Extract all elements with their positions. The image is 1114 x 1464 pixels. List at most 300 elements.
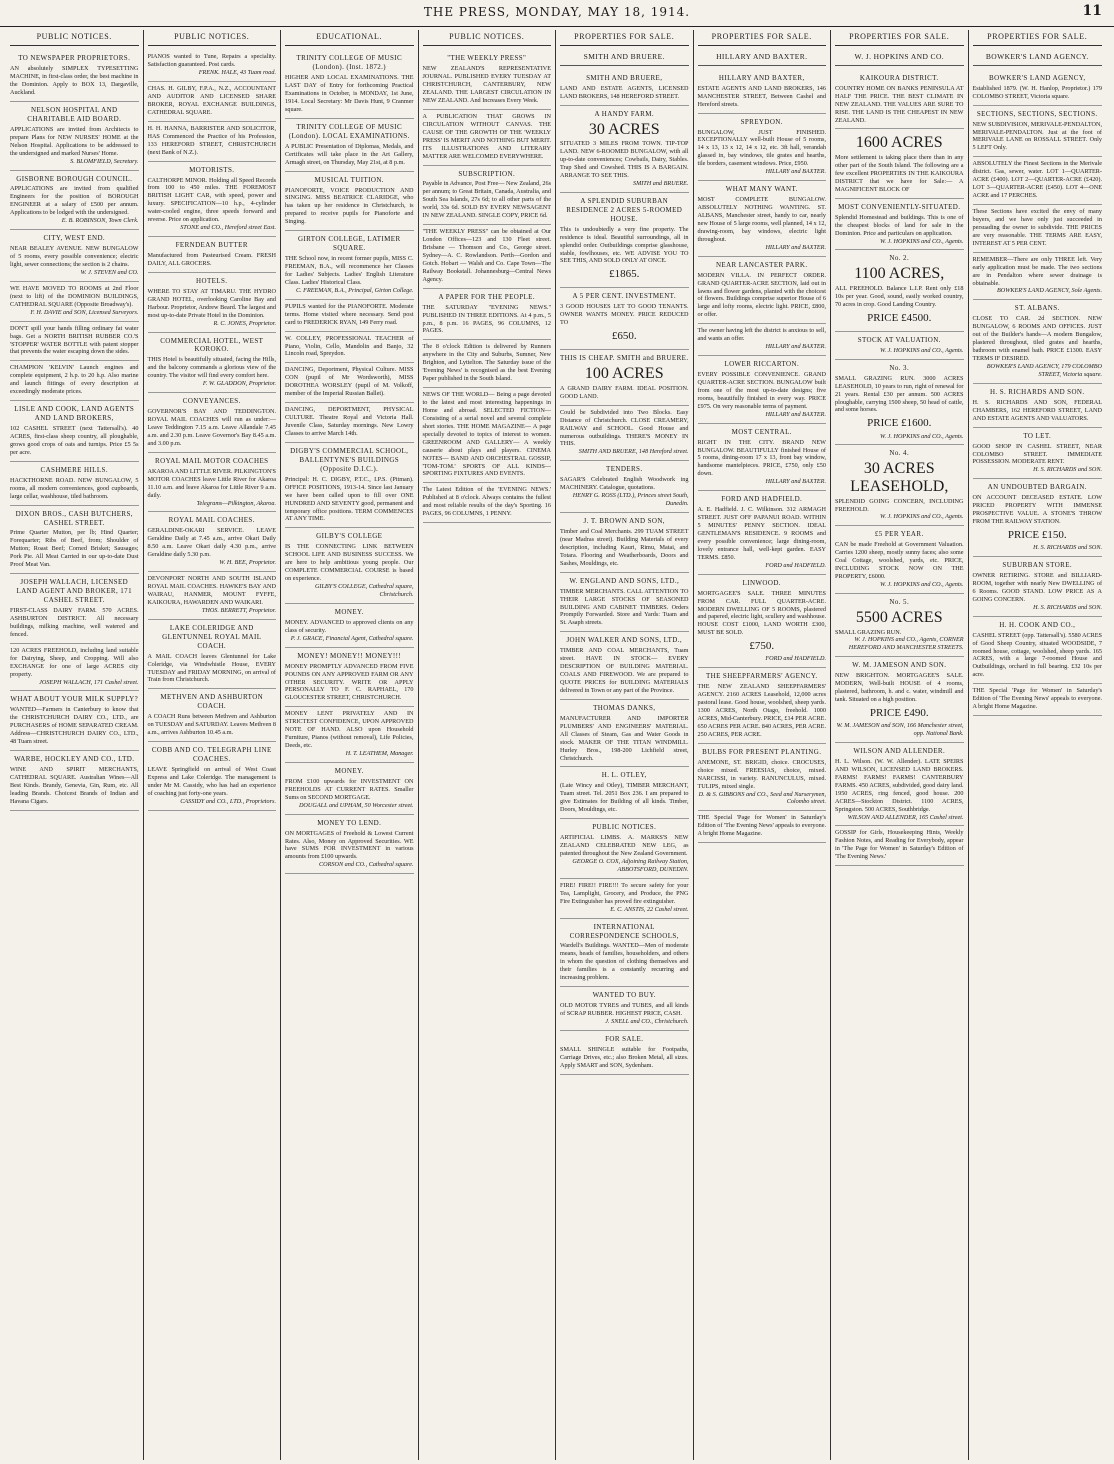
ad-heading: H. S. RICHARDS AND SON. [989,387,1085,396]
advertisement [835,129,964,198]
advertisement [698,491,827,574]
ad-signature: HILLARY and BAXTER. [765,243,826,251]
ad-body: MANUFACTURER AND IMPORTER PLUMBERS' AND ENGINEERS' MATERIAL. All Classes of Steam, Gas and Water Goods in stock. MAKER OF THE TITAN WINDMILL. Hurley Bros., 198-200 Lichfield street, Christchurch. [560,714,689,762]
advertisement [423,166,552,226]
ad-signature: HILLARY and BAXTER. [765,410,826,418]
ad-body: Prime Quarter Mutton, per lb; Hind Quarter; Forequarter; Ribs of Beef, from; Shoulder of Mutton; Roast Beef; Corned Brisket; Sausages; Pork Pie. All Meat Carried in our up-to-date Dust Proof Meat Van. [10,529,139,569]
ad-signature: SMITH AND BRUERE, 148 Hereford street. [578,448,689,456]
ad-signature: FORD and HADFIELD. [765,655,826,663]
advertisement [560,106,689,193]
ad-heading: No. 4. [889,449,910,458]
ad-signature: HENRY G. ROSS (LTD.), Princes street South, Dunedin. [572,492,689,508]
ad-heading: WHAT MANY WANT. [725,185,798,194]
ad-body: SPLENDID GOING CONCERN, INCLUDING FREEHOLD. [835,497,964,513]
advertisement [148,742,277,811]
ad-price: £650. [611,330,637,343]
ad-display-figure: 5500 ACRES [855,608,943,626]
advertisement [835,826,964,866]
ad-body: COUNTRY HOME ON BANKS PENINSULA AT HALF THE PRICE. THE BEST CLIMATE IN NEW ZEALAND. THE VALUES ARE SURE TO RISE. THE LAND IS THE CHEAPEST IN NEW ZEALAND. [835,84,964,124]
advertisement [698,324,827,356]
ad-body: NEAR BEALEY AVENUE. NEW BUNGALOW of 5 rooms, every possible convenience; electric light, sewer connections; the section is 2 chains. [10,245,139,268]
ad-signature: WILSON AND ALLENDER, 165 Cashel street. [847,813,964,821]
advertisement [560,461,689,513]
ad-heading: WANTED TO BUY. [592,991,656,1000]
agency-banner: HILLARY AND BAXTER. [698,50,827,66]
ad-body: HIGHER AND LOCAL EXAMINATIONS. THE LAST DAY of Entry for forthcoming Practical Examinations in October, is MONDAY, 1st June, 1914. Local Secretary: Mr Davis Hunt, 9 Cranmer square. [285,74,414,113]
ad-heading: MONEY TO LEND. [317,818,382,827]
column-heading: PUBLIC NOTICES. [10,30,139,46]
ad-heading: "THE WEEKLY PRESS" [447,54,527,63]
column-6 [694,30,832,1460]
ad-body: H. H. HANNA, BARRISTER AND SOLICITOR, HAS Commenced the Practice of his Profession, 133 HEREFORD STREET, CHRISTCHURCH (next Bank of N.Z.). [147,124,276,156]
advertisement [285,707,414,763]
advertisement [10,102,139,171]
ad-heading: No. 3. [889,363,910,372]
ad-body: A COACH Runs between Methven and Ashburton on TUESDAY and SATURDAY. Leaves Methven 8 a.m., arrives Ashburton 10.45 a.m. [147,713,276,737]
ad-body: THE NEW ZEALAND SHEEPFARMERS' AGENCY. 2160 ACRES Leasehold, 12,000 acres pastoral lease. Good house, woolshed, sheep yards. 1300 ACRES, North Otago, freehold. 1000 ACRES, Mid-Canterbury. PRICE, £14 PER ACRE. 650 ACRES PER ACRE. 840 ACRES, PER ACRE. 250 ACRES, PER ACRE. [697,683,826,738]
ad-price: PRICE £4500. [867,311,932,324]
ad-signature: SMITH and BRUERE. [632,179,689,187]
advertisement [10,574,139,644]
column-heading: PROPERTIES FOR SALE. [560,30,689,46]
column-heading: PROPERTIES FOR SALE. [698,30,827,46]
advertisement [10,171,139,231]
ad-display-figure: 1600 ACRES [855,134,943,152]
ad-body: DEVONPORT NORTH AND SOUTH ISLAND ROYAL MAIL COACHES. HAWKE'S BAY AND WAIRAU, HANMER, MOUNT FYFFE, KAIKOURA, HAWARDEN AND WAIKARI. [147,575,276,606]
advertisement [560,193,689,289]
ad-price: £750. [749,640,775,653]
ad-body: EVERY POSSIBLE CONVENIENCE. GRAND QUARTER-ACRE SECTION. BUNGALOW built from one of the most up-to-date designs; five rooms, beautifully finished in every way. PRICE £975. On very reasonable terms of payment. [697,371,826,410]
advertisement [698,257,827,325]
ad-body: WE HAVE MOVED TO ROOMS at 2nd Floor (next to lift) of the DOMINION BUILDINGS, CATHEDRAL SQUARE (Opposite Broadway's). [10,284,139,308]
ad-body: NEW SUBDIVISION, MERIVALE-PENDALTON, MERIVALE-PENDALTON. Just at the foot of MERIVALE LANE on ROSSALL STREET. Only 5 LEFT Only. [972,120,1102,152]
ad-heading: NEAR LANCASTER PARK. [715,260,808,269]
ad-heading: No. 2. [889,254,910,263]
ad-body: The Latest Edition of the 'EVENING NEWS.' Published at 8 o'clock. Always contains the fullest and most reliable results of the day's Sporting. 16 PAGES, 96 COLUMNS, 1 PENNY. [422,486,551,518]
column-8 [969,30,1107,1460]
ad-heading: TO NEWSPAPER PROPRIETORS. [18,54,131,63]
advertisement [835,199,964,251]
advertisement [423,340,552,388]
ad-body: FROM £100 upwards for INVESTMENT ON FREEHOLDS AT CURRENT RATES. Smaller Sums on SECOND MORTGAGE. [285,777,414,801]
ad-body: A PUBLICATION THAT GROWS IN CIRCULATION WITHOUT CANVAS. THE CAUSE OF THE GROWTH OF THE 'WEEKLY PRESS' IS MERIT AND NOTHING BUT MERIT. ITS ILLUSTRATIONS AND LITERARY MATTER ARE WELCOMED EVERYWHERE. [422,112,551,160]
ad-heading: J. T. BROWN AND SON, [583,517,665,526]
ad-heading: LISLE AND COOK, LAND AGENTS AND LAND BROKERS, [14,405,135,423]
ad-display-figure: 100 ACRES [584,365,664,383]
ad-heading: A PAPER FOR THE PEOPLE. [438,292,536,301]
ad-body: Payable in Advance, Post Free— New Zealand, 26s per annum; to Great Britain, Canada, Australia, and South Sea Islands, 27s 6d; to all other parts of the world, 33s 6d. SOLD BY EVERY NEWSAGENT IN NEW ZEALAND. SINGLE COPY, PRICE 6d. [422,180,551,220]
advertisement [560,700,689,768]
advertisement [698,424,827,492]
advertisement [560,70,689,106]
ad-body: CHAMPION 'KELVIN' Launch engines and complete equipment, 2 h.p. to 20 h.p. Also marine and launch fittings of every description at exceedingly moderate prices. [10,364,139,396]
advertisement [560,1031,689,1075]
ad-heading: MOST CENTRAL. [731,427,792,436]
advertisement [973,253,1103,301]
ad-display-figure: 30 ACRES [588,120,660,138]
ad-body: RIGHT IN THE CITY. BRAND NEW BUNGALOW. BEAUTIFULLY finished House of 5 rooms, dining-room 17 x 13, front bay window, handsome mantelpieces. PRICE, £750, only £50 down. [697,438,826,478]
ad-heading: W. M. JAMESON AND SON. [852,661,947,670]
advertisement [285,50,414,119]
advertisement [560,879,689,919]
ad-body: GOVERNOR'S BAY AND TEDDINGTON. ROYAL MAIL COACHES will run as under:— Leave Teddington 7.15 a.m. Leave Allandale 7.45 a.m. and 2.30 p.m. Leave Governor's Bay 8.45 a.m. and 3.00 p.m. [147,408,276,447]
advertisement [973,428,1103,480]
page-header [0,0,1114,27]
ad-heading: A SPLENDID SUBURBAN RESIDENCE 2 ACRES 5-ROOMED HOUSE. [566,196,683,223]
ad-body: Timber and Coal Merchants. 299 TUAM STREET (near Madras street). Building Materials of every description, including Kauri, Rimu, Matai, and Totara. Flooring and Weatherboards, Doors and Sashes, Mouldings, etc. [560,528,689,567]
advertisement [973,557,1103,617]
column-heading: PROPERTIES FOR SALE. [973,30,1103,46]
ad-signature: HILLARY and BAXTER. [765,478,826,486]
ad-signature: STONE and CO., Hereford street East. [180,224,276,232]
ad-body: Principal: H. C. DIGBY, P.T.C., I.P.S. (Pitman). OFFICE POSITIONS, 1913-14. Since last January we have been called upon to fill over ONE HUNDRED AND SEVENTY good, permanent and temporary office positions. TERM COMMENCES AT ANY TIME. [285,475,414,523]
advertisement [10,691,139,751]
advertisement [10,361,139,401]
ad-signature: HILLARY and BAXTER. [765,168,826,176]
ad-heading: H. H. COOK AND CO., [999,620,1076,629]
ad-body: ALL FREEHOLD. Balance L.I.P. Rent only £18 10s per year. Good, sound, easily worked country, 70 acres in crop. Good Landing Country. [835,285,964,308]
ad-body: DON'T spill your hands filling ordinary fat water bags. Get a NORTH BRITISH RUBBER CO.'S 'STOPPER' WATER BOTTLE with patent stopper that prevents the water escaping down the sides. [10,324,139,356]
ad-body: W. COLLEY, PROFESSIONAL TEACHER of Piano, Violin, Cello, Mandolin and Banjo, 32 Lincoln road, Spreydon. [285,334,414,358]
ad-heading: MOTORISTS. [189,165,235,174]
ad-signature: W. J. HOPKINS and CO., Agents. [879,237,964,245]
ad-heading: HILLARY AND BAXTER, [718,73,805,82]
masthead-title: THE PRESS, MONDAY, MAY 18, 1914. [423,5,691,19]
ad-body: AN absolutely SIMPLEX TYPESETTING MACHINE, in first-class order, the best machine in the Dominion. Apply to BOX 13, Dargaville, Auckland. [10,65,139,96]
advertisement [560,513,689,573]
advertisement [835,657,964,743]
ad-signature: F. W. GLADDON, Proprietor. [202,380,276,388]
ad-body: A MAIL COACH leaves Glentunnel for Lake Coleridge, via Windwhistle House, EVERY TUESDAY and FRIDAY MORNING, on arrival of Train from Christchurch. [147,652,276,684]
ad-body: CHAS. H. GILBY, F.P.A., N.Z., ACCOUNTANT AND AUDITOR AND LICENSED SHARE BROKER, ROYAL EXCHANGE BUILDINGS, CATHEDRAL SQUARE. [147,85,276,116]
advertisement [285,604,414,648]
advertisement [148,50,277,82]
ad-signature: H. T. LEATHEM, Manager. [345,750,414,757]
ad-heading: WHAT ABOUT YOUR MILK SUPPLY? [10,695,139,704]
advertisement [560,819,689,879]
ad-signature: BOWKER'S LAND AGENCY, 179 COLOMBO STREET, Victoria square. [986,363,1102,378]
ad-heading: MONEY. [334,607,364,616]
ad-signature: Telegrams—Pilkington, Akaroa. [196,499,276,507]
advertisement [423,50,552,110]
advertisement [148,237,277,273]
agency-banner: BOWKER'S LAND AGENCY. [973,50,1103,66]
ad-body: SMALL GRAZING RUN. 3000 ACRES LEASEHOLD, 10 years to run, right of renewal for 21 years. Rental £30 per annum. 500 ACRES ploughable, carrying 1500 sheep, 50 head of cattle, and some horses. [835,374,964,414]
ad-body: THIS Hotel is beautifully situated, facing the Hills, and the balcony commands a glorious view of the country. The visitor will find every comfort here. [147,356,276,380]
ad-body: SAGAR'S Celebrated English Woodwork ing MACHINERY. Catalogue, quotations. [560,476,689,492]
ad-body: MORTGAGEE'S SALE. THREE MINUTES FROM CAR. FULL QUARTER-ACRE. MODERN DWELLING OF 5 ROOMS, plastered and papered, electric light, scullery and washhouse. HOUSE COST £1000, LAND WORTH £300, MUST BE SOLD. [697,589,826,637]
ad-body: THE Special 'Page for Women' in Saturday's Edition of 'The Evening News' appeals to everyone. A bright Home Magazine. [972,687,1102,711]
ad-body: These Sections have excited the envy of many buyers, and we have only just succeeded in persuading the owner to subdivide. THE PRICES are very reasonable. THE TERMS ARE EASY, INTEREST AT 5 PER CENT. [972,208,1102,247]
ad-body: The owner having left the district is anxious to sell, and wants an offer. [697,327,826,343]
advertisement [285,363,414,403]
advertisement [835,594,964,657]
advertisement [835,360,964,446]
advertisement [423,110,552,166]
ad-heading: FOR SALE. [605,1034,644,1043]
advertisement [973,205,1103,253]
advertisement [10,230,139,282]
advertisement [285,403,414,443]
advertisement [10,282,139,322]
ad-heading: DIXON BROS., CASH BUTCHERS, CASHEL STREET. [15,509,133,527]
advertisement [148,453,277,513]
ad-signature: W. J. HOPKINS and CO., Agents, CORNER HEREFORD AND MANCHESTER STREETS. [848,636,964,652]
ad-heading: BOWKER'S LAND AGENCY, [989,73,1086,82]
newspaper-columns [6,30,1106,1460]
advertisement [148,572,277,620]
ad-body: (Late Wincy and Otley), TIMBER MERCHANT, Tuam street. Tel. 2051 Box 236. I am prepared to give Estimates for Building of all kinds. Timber, Doors, Mouldings, etc. [560,782,689,814]
ad-body: WANTED—Farmers in Canterbury to know that the CHRISTCHURCH DAIRY CO., LTD., are PURCHASERS of HOME SEPARATED CREAM. Address—CHRISTCHURCH DAIRY CO., LTD., 48 Tuam street. [10,706,139,746]
ad-body: Splendid Homestead and buildings. This is one of the cheapest blocks of land for sale in the Dominion. Price and particulars on application. [835,213,964,237]
ad-display-figure: 1100 ACRES, [854,265,945,283]
advertisement [423,289,552,341]
ad-body: SMALL GRAZING RUN. [835,628,902,636]
ad-body: ON MORTGAGES of Freehold & Lowest Current Rates. Also, Money on Approved Securities. WE have SUMS FOR INVESTMENT in various amounts from £100 upwards. [285,829,414,861]
ad-body: REMEMBER—There are only THREE left. Very early application must be made. The two sections are in Pendalton where sewer drainage is obtainable. [972,255,1102,287]
ad-body: WINE AND SPIRIT MERCHANTS, CATHEDRAL SQUARE. Australian Wines—All Best Kinds. Brandy, Genevia, Gin, Rum, etc. All leading Brands. Choicest Brands of Indian and Havana Cigars. [10,766,139,805]
agency-banner: W. J. HOPKINS AND CO. [835,50,964,66]
ad-body: 3 GOOD HOUSES LET TO GOOD TENANTS. OWNER WANTS MONEY. PRICE REDUCED TO [560,303,689,327]
ad-heading: JOSEPH WALLACH, LICENSED LAND AGENT AND BROKER, 171 CASHEL STREET. [16,578,132,605]
ad-body: CASHEL STREET (opp. Tattersall's). 5580 ACRES of Good Sheep Country, situated WOODSIDE, 7 roomed house, cottage, woolshed, sheep yards. 165 ACRES, with a large 7-roomed House and Outbuildings, orchard in full bearing. £32 10s per acre. [972,631,1102,679]
ad-heading: ROYAL MAIL COACHES. [168,516,255,525]
ad-signature: P. J. GRACE, Financial Agent, Cathedral square. [290,634,414,642]
ad-body: NEWS OF THE WORLD— Being a page devoted to the latest and most interesting happenings in Home and abroad. SELECTED FICTION— Consisting of a serial novel and several complete short stories. THE HOME MAGAZINE— A page specially devoted to topics of interest to women. GREENROOM AND GALLERY— A weekly causerie about plays and players. CINEMA NOTES— BAND AND ORCHESTRAL GOSSIP, 'TOM-TOM.' SPORTS OF ALL KINDS— SPORTING FIXTURES AND EVENTS. [422,391,551,478]
ad-body: HACKTHORNE ROAD. NEW BUNGALOW, 5 rooms, all modern conveniences, good cupboards, large cellar, washhouse, tiled bathroom. [10,476,139,500]
ad-signature: H. S. RICHARDS and SON. [1033,544,1102,552]
ad-signature: F. H. DAVIE and SON, Licensed Surveyors. [30,308,139,316]
ad-body: AKAROA AND LITTLE RIVER. PILKINGTON'S MOTOR COACHES leave Little River for Akaroa 11.10 a.m. and leave Akaroa for Little River 9 a.m. daily. [147,467,276,499]
advertisement [10,506,139,575]
ad-signature: HILLARY and BAXTER. [765,343,826,351]
ad-body: LEAVE Springfield on arrival of West Coast Express and Lake Coleridge. The management is under Mr M. Cassidy, who has had an experience of coaching just forty-one years. [147,766,276,797]
advertisement [285,815,414,875]
advertisement [10,462,139,506]
advertisement [698,181,827,257]
ad-heading: MOST CONVENIENTLY-SITUATED. [838,202,961,211]
advertisement [148,620,277,690]
advertisement [835,445,964,526]
ad-body: FIRE! FIRE!! FIRE!!! To secure safety for your Tea, Lamplight, Grocery, and Produce, the PNG Fire Extinguisher has proved fire extinguisher. [560,881,689,905]
ad-body: MONEY LENT PRIVATELY AND IN STRICTEST CONFIDENCE, UPON APPROVED NOTE OF HAND. ALSO upon Household Furniture, Pianos (without removal), Life Policies, Deeds, etc. [285,710,414,750]
advertisement [148,689,277,742]
ad-body: More settlement is taking place there than in any other part of the South Island. The following are a few excellent PROPERTIES IN THE KAIKOURA DISTRICT that we have for Sale:— A MAGNIFICENT BLOCK OF [835,154,964,193]
advertisement [285,300,414,332]
ad-body: PUPILS wanted for the PIANOFORTE. Moderate terms. Home visited where necessary. Send post card to FREDERICK RYAN, 149 Ferry road. [285,302,414,326]
ad-heading: WILSON AND ALLENDER. [853,746,946,755]
ad-body: "THE WEEKLY PRESS" can be obtained at Our London Offices—123 and 130 Fleet street. Brisbane — Thomson and Co., George street. Sydney—A. C. Rowlandson. Perth—Gordon and Gotch. Hobart — Walsh and Co. Cape Town—The Railway Bookstall. Johannesburg—Central News Agency. [422,228,551,283]
ad-body: 102 CASHEL STREET (next Tattersall's). 40 ACRES, first-class sheep country, all ploughable, grows good crops of oats and turnips. Price £5 5s per acre. [10,425,139,456]
advertisement [973,300,1103,383]
ad-heading: H. L. OTLEY, [601,771,647,780]
ad-body: MOST COMPLETE BUNGALOW. ABSOLUTELY NOTHING WANTING. ST. ALBANS, Manchester street, handy to car, nearly new House of 5 large rooms, well planned, 14 x 12, drawing-room, bay windows, electric light throughout. [697,196,826,243]
ad-signature: FORD and HADFIELD. [765,561,826,569]
ad-body: H. L. Wilson. (W. W. Allender). LATE SPEIRS AND WILSON, LICENSED LAND BROKERS. FARMS! FARMS! FARMS! CANTERBURY FARMS. 450 ACRES, subdivided, good dairy land. 1950 ACRES, ring fenced, good house. 200 ACRES—Stockton District. 1100 ACRES, Springston. 500 ACRES, Southbridge. [835,757,964,813]
advertisement [698,356,827,424]
ad-body: DANCING, DEPORTMENT, PHYSICAL CULTURE. Theatre Royal and Victoria Hall. Juvenile Class, Saturday mornings. New Lowry Classes to arrive March 14th. [285,406,414,437]
ad-body: ABSOLUTELY the Finest Sections in the Merivale district. Gas, sewer, water. LOT 1—QUARTER-ACRE (£400). LOT 2—QUARTER-ACRE (£420). LOT 3—QUARTER-ACRE (£450). LOT 4—ONE ACRE and 17 PERCHES. [972,160,1102,200]
ad-heading: TRINITY COLLEGE OF MUSIC (London). LOCAL EXAMINATIONS. [288,122,410,140]
ad-heading: LINWOOD. [742,578,781,587]
ad-body: DANCING, Deportment, Physical Culture. MISS CON (pupil of Mr Wordsworth), MISS DOROTHEA WORSLEY (pupil of M. Volkoff, member of the Imperial Russian Ballet). [285,366,414,398]
advertisement [835,743,964,826]
advertisement [148,333,277,394]
advertisement [148,512,277,572]
advertisement [560,767,689,819]
ad-body: TIMBER AND COAL MERCHANTS, Tuam street. HAVE IN STOCK— EVERY DESCRIPTION OF BUILDING MATERIAL. COALS AND FIREWOOD. We are prepared to QUOTE PRICES for BUILDING MATERIALS delivered in Town or any part of the Province. [560,647,689,694]
advertisement [835,332,964,360]
ad-signature: THOS. BERRETT, Proprietor. [201,606,276,614]
ad-heading: TENDERS. [606,465,643,474]
advertisement [560,406,689,462]
ad-signature: W. H. BEE, Proprietor. [219,559,276,567]
ad-heading: SMITH AND BRUERE, [586,73,663,82]
ad-heading: FERNDEAN BUTTER [175,241,248,250]
ad-body: APPLICATIONS are invited from qualified Engineers for the position of BOROUGH ENGINEER at a salary of £500 per annum. Applications to be lodged with the undersigned. [10,185,139,217]
column-heading: EDUCATIONAL. [285,30,414,46]
column-5 [556,30,694,1460]
advertisement [835,250,964,331]
advertisement [698,744,827,812]
advertisement [560,350,689,405]
page-number: 11 [1082,3,1102,19]
ad-body: BUNGALOW, JUST FINISHED. EXCEPTIONALLY well-built House of 5 rooms, 14 x 13, 13 x 12, 14 x 12, etc. 3ft hall, verandah glassed in, bay windows, tile grates and hearths, tile borders, casement windows. Price, £950. [697,128,826,168]
ad-heading: CASHMERE HILLS. [40,465,108,474]
ad-body: Established 1879. (W. H. Hanlop, Proprietor.) 179 COLOMBO STREET, Victoria square. [972,84,1102,100]
advertisement [835,526,964,594]
column-heading: PUBLIC NOTICES. [148,30,277,46]
advertisement [285,648,414,708]
ad-heading: BULBS FOR PRESENT PLANTING. [702,747,822,756]
advertisement [698,114,827,182]
ad-body: This is undoubtedly a very fine property. The residence is ideal. Beautiful surroundings, all in splendid order. Outbuildings comprise glasshouse, stable, fowlhouses, etc. WE ADVISE YOU TO SEE THIS, AND SOLD ONLY AT ONCE. [560,225,689,265]
advertisement [973,684,1103,716]
ad-body: Wardell's Buildings. WANTED—Men of moderate means, heads of families, householders, and others in whom the question of clothing themselves and their families is a constantly recurring and increasing problem. [560,942,689,982]
ad-heading: THIS IS CHEAP. SMITH and BRUERE. [560,354,689,363]
ad-heading: LAKE COLERIDGE AND GLENTUNNEL ROYAL MAIL COACH. [162,623,262,650]
advertisement [973,384,1103,428]
ad-heading: TRINITY COLLEGE OF MUSIC (London). (Inst. 1872.) [296,54,403,72]
ad-heading: COMMERCIAL HOTEL, WEST KOROKO. [160,336,264,354]
column-3 [281,30,419,1460]
ad-price: £1865. [609,268,640,281]
ad-body: MONEY. ADVANCED to approved clients on any class of security. [285,618,414,634]
advertisement [973,617,1103,685]
advertisement [285,528,414,604]
advertisement [10,644,139,692]
ad-signature: GEORGE O. COX, Adjoining Railway Station, ABBOTSFORD, DUNEDIN. [572,857,689,873]
ad-body: ESTATE AGENTS AND LAND BROKERS, 146 MANCHESTER STREET, Between Cashel and Hereford streets. [697,84,826,108]
advertisement [560,573,689,633]
ad-heading: W. ENGLAND AND SONS, LTD., [569,576,680,585]
advertisement [973,157,1103,205]
ad-signature: D. & S. GIBBONS and CO., Seed and Nurserymen, Colombo street. [698,790,826,806]
ad-body: APPLICATIONS are invited from Architects to prepare Plans for NEW NURSES' HOME at the Nelson Hospital. Applications to be addressed to the undersigned and marked Nurses' Home. [10,125,139,157]
ad-price: PRICE £150. [1007,529,1067,542]
ad-body: SITUATED 3 MILES FROM TOWN. TIP-TOP LAND. NEW 6-ROOMED BUNGALOW, with all up-to-date conveniences; Cowbails, Dairy, Stables. Trap Shed and Cowshed. THIS IS A BARGAIN. ARRANGE TO SEE THIS. [560,140,689,179]
ad-signature: H. S. RICHARDS and SON. [1033,603,1102,611]
ad-heading: WARBE, HOCKLEY AND CO., LTD. [14,755,135,764]
ad-body: A. E. Hadfield. J. C. Wilkinson. 312 ARMAGH STREET. JUST OFF PAPANUI ROAD. WITHIN 5 MINUTES' PENNY SECTION. IDEAL GENTLEMAN'S RESIDENCE. 9 ROOMS and every possible convenience; large dining-room, lovely entrance hall, well-kept garden. EASY TERMS. £850. [697,506,826,561]
ad-heading: SUBURBAN STORE. [1002,561,1073,570]
ad-heading: SECTIONS, SECTIONS, SECTIONS. [976,109,1098,118]
advertisement [285,172,414,232]
advertisement [698,70,827,114]
ad-body: 120 ACRES FREEHOLD, including land suitable for Dairying, Sheep, and Cropping. Will also EXCHANGE for one of large ACRES city property. [10,646,139,678]
advertisement [285,231,414,300]
ad-body: MODERN VILLA. IN PERFECT ORDER. GRAND QUARTER-ACRE SECTION, laid out in lawns and flower gardens, planted with the choicest of flowers. Buildings comprise superior House of 6 large and lofty rooms, electric light. PRICE, £800, or offer. [697,271,826,319]
ad-heading: ST. ALBANS. [1014,304,1060,313]
ad-body: A PUBLIC Presentation of Diplomas, Medals, and Certificates will take place in the Art Gallery, Armagh street, on Thursday, May 21st, at 8 p.m. [285,142,414,166]
ad-body: OLD MOTOR TYRES and TUBES, and all kinds of SCRAP RUBBER. HIGHEST PRICE, CASH. [560,1002,689,1018]
ad-body: THE School now, in recent former pupils, MISS C. FREEMAN, B.A., will recommence her Classes for Ladies' Subjects. Ladies' English Literature Class. Ladies' Historical Class. [285,255,414,286]
advertisement [423,483,552,523]
ad-heading: CONVEYANCES. [182,397,241,406]
ad-body: ANEMONE, ST. BRIGID, choice. CROCUSES, choice mixed. FREESIAS, choice, mixed. NARCISSI, in variety. RANUNCULUS, mixed. TULIPS, mixed single. [697,758,826,790]
advertisement [560,919,689,988]
advertisement [148,82,277,122]
ad-heading: SUBSCRIPTION. [458,169,516,178]
advertisement [973,479,1103,557]
ad-signature: E. C. ANSTIS, 22 Cashel street. [610,905,689,913]
ad-heading: LOWER RICCARTON. [724,360,800,369]
ad-display-figure: 30 ACRES LEASEHOLD, [850,460,949,495]
ad-signature: H. S. RICHARDS and SON. [1033,466,1102,474]
advertisement [423,388,552,483]
ad-heading: COBB AND CO. TELEGRAPH LINE COACHES. [151,746,272,764]
advertisement [285,443,414,528]
ad-heading: AN UNDOUBTED BARGAIN. [987,483,1087,492]
advertisement [10,322,139,362]
ad-signature: CASSIDY and CO., LTD., Proprietors. [180,797,276,805]
advertisement [285,119,414,172]
ad-body: ARTIFICIAL LIMBS. A. MARKS'S NEW ZEALAND CELEBRATED NEW LEG, as patented throughout the New Zealand Government. [560,834,689,858]
advertisement [560,632,689,700]
ad-signature: DOUGALL and UPHAM, 50 Worcester street. [298,801,414,809]
advertisement [698,811,827,843]
column-7 [831,30,969,1460]
advertisement [10,751,139,811]
advertisement [973,106,1103,158]
ad-body: LAND AND ESTATE AGENTS, LICENSED LAND BROKERS, 148 HEREFORD STREET. [560,84,689,100]
ad-body: PIANOS wanted to Tune, Repairs a speciality. Satisfaction guaranteed. Post cards. [147,53,276,69]
ad-heading: A HANDY FARM. [594,109,654,118]
ad-heading: MONEY! MONEY!! MONEY!!! [297,651,402,660]
ad-heading: CITY, WEST END. [43,234,106,243]
advertisement [10,401,139,462]
column-2 [144,30,282,1460]
ad-body: GERALDINE-OKARI SERVICE. LEAVE Geraldine Daily at 7.45 a.m., arrive Okari Daily 8.50 a.m. Leave Okari daily 4.30 p.m., arrive Geraldine daily 5.30 p.m. [147,527,276,559]
ad-heading: NELSON HOSPITAL AND CHARITABLE AID BOARD. [27,105,122,123]
ad-heading: THE SHEEPFARMERS' AGENCY. [705,672,818,681]
advertisement [560,288,689,350]
ad-body: Could be Subdivided into Two Blocks. Easy Distance of Christchurch. CLOSE CREAMERY, RAILWAY and SCHOOL. Good House and numerous outbuildings. THERE'S MONEY IN THIS. [560,408,689,448]
ad-signature: J. SNELL and CO., Christchurch. [605,1018,689,1025]
ad-body: TIMBER MERCHANTS. CALL ATTENTION TO THEIR LARGE STOCKS OF SEASONED BUILDING AND CABINET TIMBERS. Orders Promptly Forwarded. Store and Yards: Tuam and St. Asaph streets. [560,587,689,627]
advertisement [148,162,277,238]
ad-signature: C. FREEMAN, B.A., Principal, Girton College. [295,286,414,294]
ad-heading: INTERNATIONAL CORRESPONDENCE SCHOOLS, [569,922,679,940]
ad-body: NEW ZEALAND'S REPRESENTATIVE JOURNAL. PUBLISHED EVERY TUESDAY AT CHRISTCHURCH, CANTERBURY, NEW ZEALAND. THE LARGEST CIRCULATION IN NEW ZEALAND. And Increases Every Week. [422,65,551,104]
ad-heading: HOTELS. [196,276,228,285]
ad-signature: BOWKER'S LAND AGENCY, Sole Agents. [996,287,1102,295]
advertisement [10,50,139,102]
column-heading: PUBLIC NOTICES. [423,30,552,46]
ad-signature: S. BLOMFIELD, Secretary. [70,157,139,165]
ad-heading: TO LET. [1023,431,1052,440]
advertisement [148,273,277,333]
